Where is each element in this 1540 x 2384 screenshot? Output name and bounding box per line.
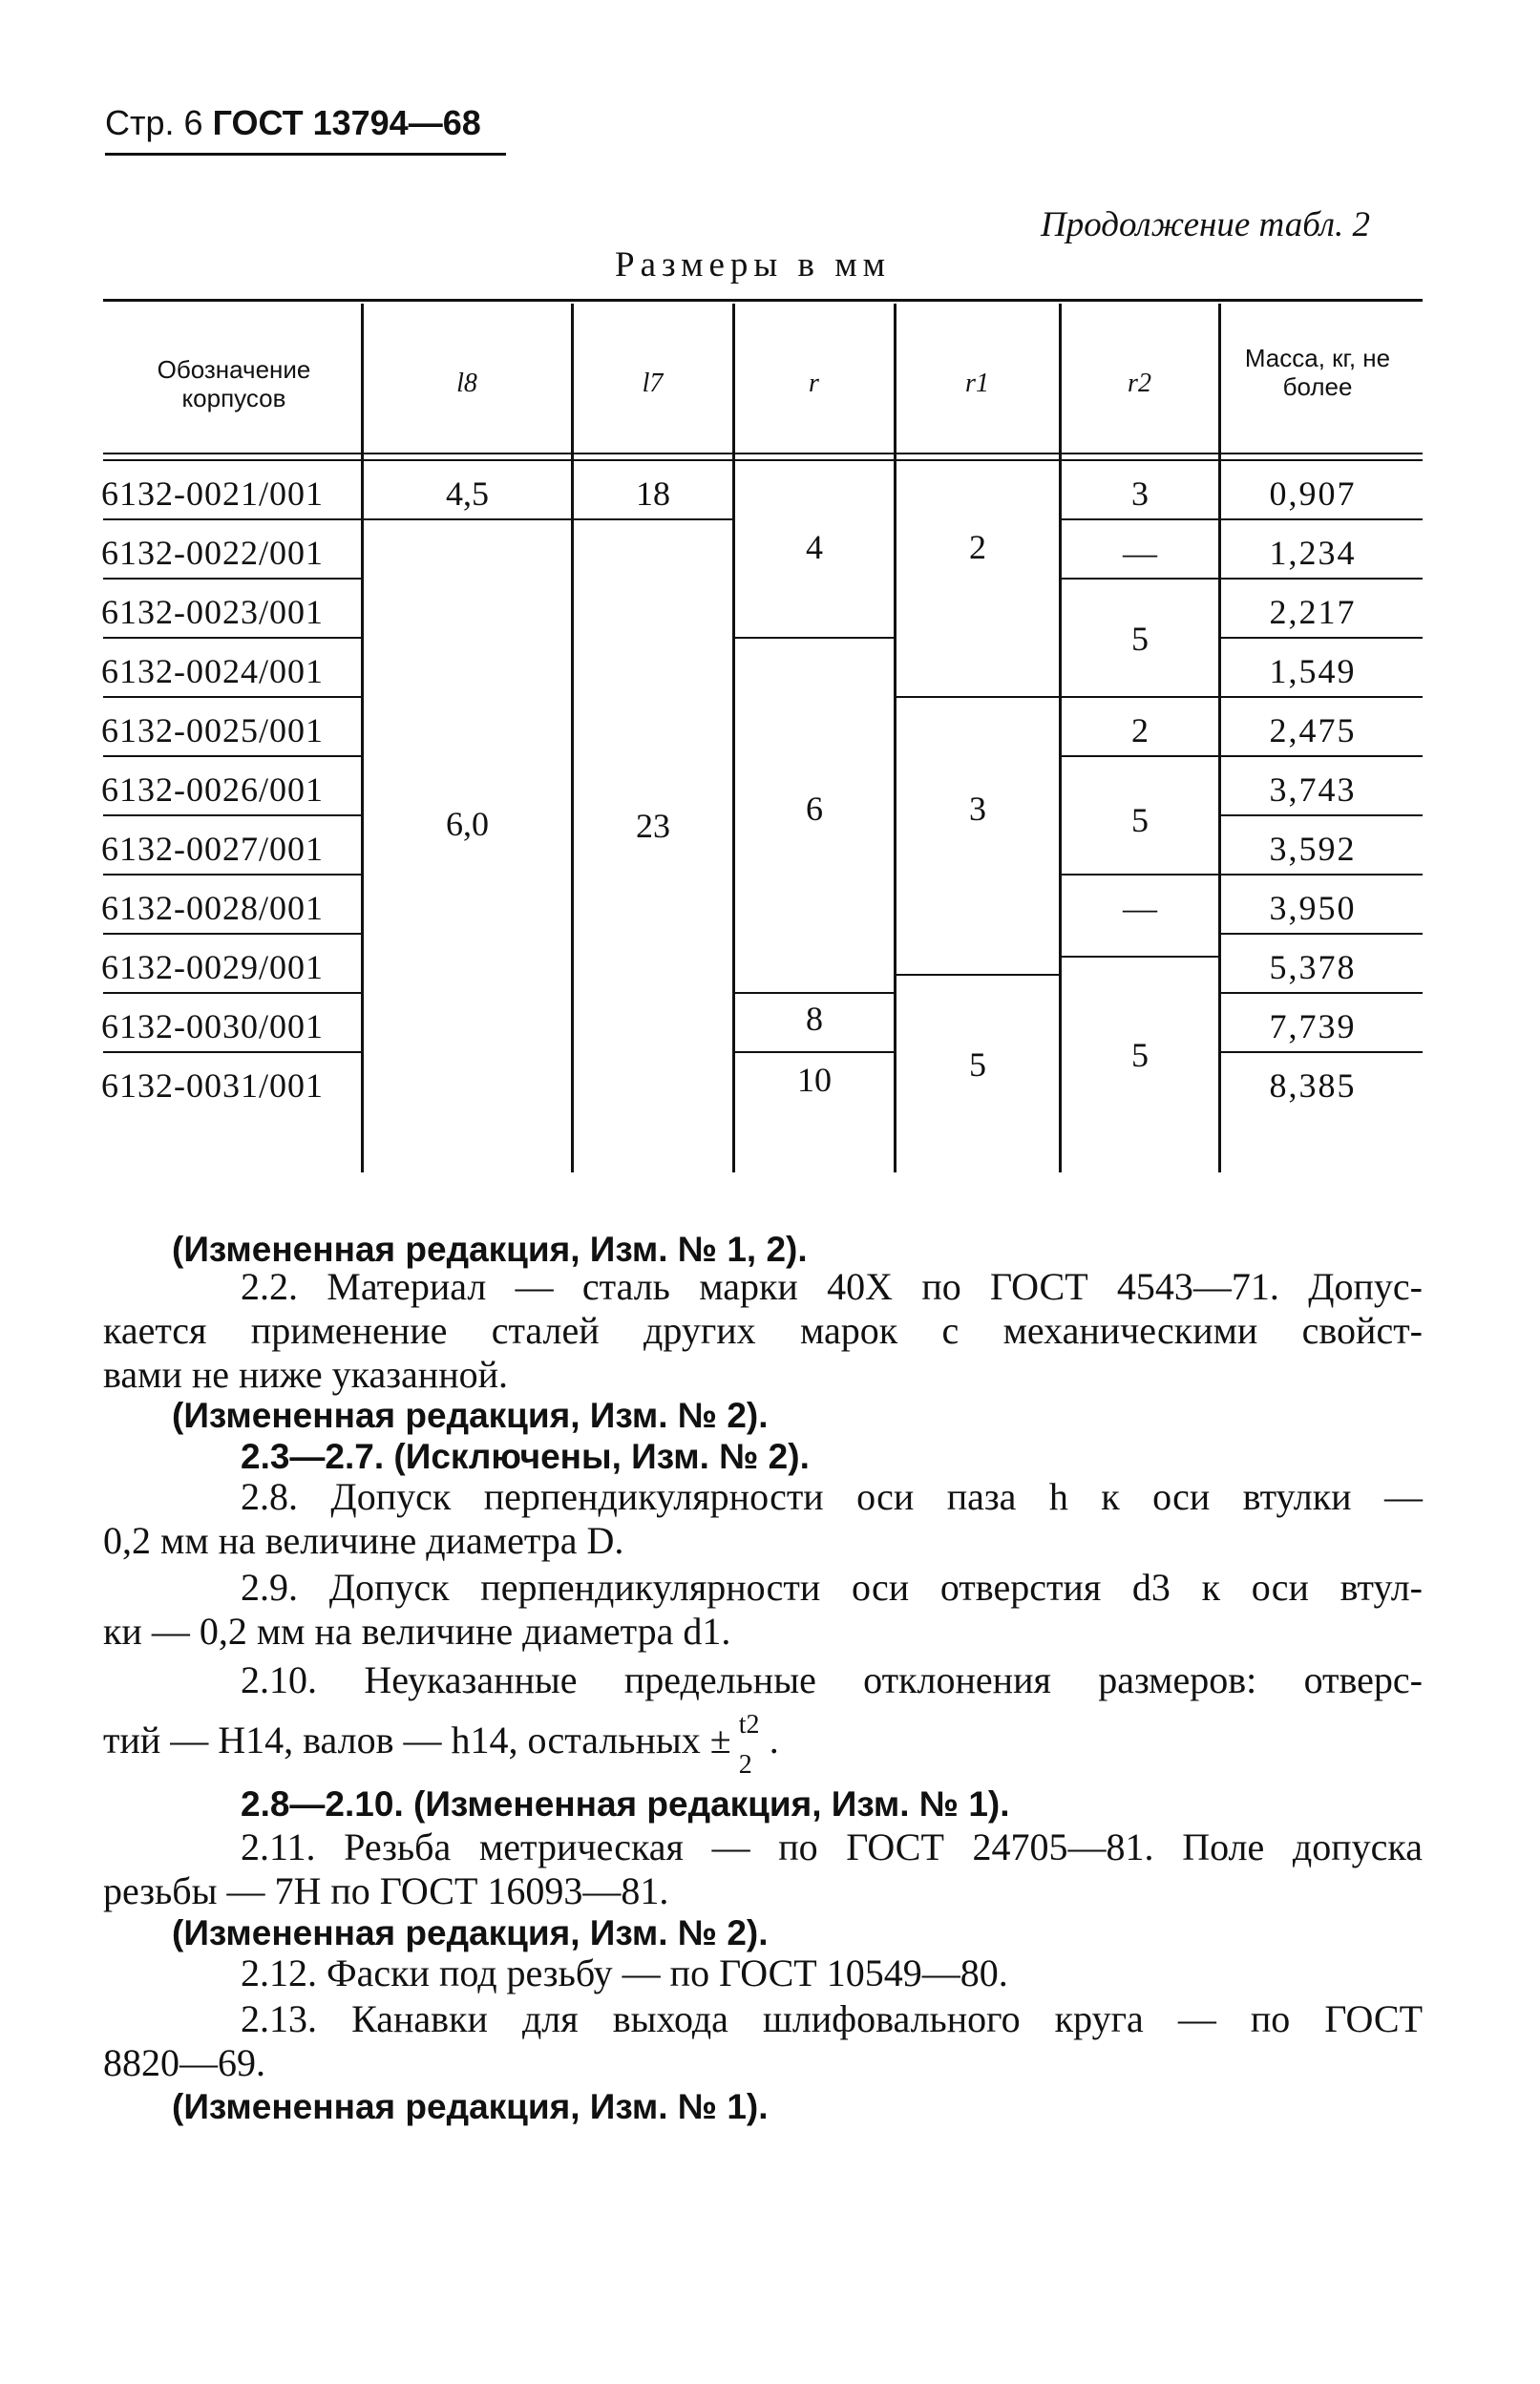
header-designation: Обозначение корпусов [157, 355, 311, 412]
table-cell-mass: 0,907 [1269, 475, 1357, 513]
table-cell-r2: 5 [1131, 620, 1149, 658]
table-cell-designation: 6132-0022/001 [101, 534, 324, 572]
col-sep [732, 304, 735, 1172]
table-cell-r2: — [1123, 534, 1157, 572]
row-rule [1218, 992, 1423, 994]
table-cell-r1: 3 [969, 790, 986, 828]
table-cell-r2: 3 [1131, 475, 1149, 513]
row-rule [103, 814, 361, 816]
row-rule [1218, 933, 1423, 935]
revision-note: (Измененная редакция, Изм. № 1). [172, 2087, 769, 2126]
row-rule [103, 578, 361, 580]
header-l7: l7 [642, 369, 664, 398]
row-rule [103, 518, 361, 520]
page-number: Стр. 6 [105, 103, 203, 142]
revision-note: (Измененная редакция, Изм. № 2). [172, 1913, 769, 1952]
clause-2-2-cont: кается применение сталей других марок с механическими свойст- [103, 1309, 1423, 1352]
revision-note: (Измененная редакция, Изм. № 1, 2). [172, 1230, 808, 1269]
table-cell-mass: 1,234 [1269, 534, 1357, 572]
table-cell-designation: 6132-0031/001 [101, 1066, 324, 1105]
row-rule [897, 974, 1059, 976]
row-rule [1218, 518, 1423, 520]
clause-2-2: 2.2. Материал — сталь марки 40Х по ГОСТ 4543—71. Допус- [241, 1265, 1423, 1308]
header-r: r [809, 369, 819, 398]
row-rule [103, 755, 361, 757]
table-cell-designation: 6132-0021/001 [101, 475, 324, 513]
row-rule [574, 518, 732, 520]
table-cell-mass: 3,592 [1269, 830, 1357, 868]
table-cell-designation: 6132-0026/001 [101, 770, 324, 809]
table-cell-mass: 2,217 [1269, 593, 1357, 631]
row-rule [1062, 755, 1218, 757]
table-cell-r: 8 [806, 1000, 823, 1038]
standard-number: ГОСТ 13794—68 [212, 103, 481, 142]
table-cell-designation: 6132-0027/001 [101, 830, 324, 868]
table-cell-designation: 6132-0028/001 [101, 889, 324, 927]
header-mass: Масса, кг, не более [1244, 344, 1391, 401]
row-rule [1218, 755, 1423, 757]
col-sep [1218, 304, 1221, 1172]
col-sep [571, 304, 574, 1172]
row-rule [1218, 874, 1423, 876]
clause-2-2-end: вами не ниже указанной. [103, 1353, 509, 1396]
table-cell-designation: 6132-0023/001 [101, 593, 324, 631]
row-rule [103, 696, 361, 698]
table-cell-r2: 5 [1131, 1036, 1149, 1074]
row-rule [1062, 874, 1218, 876]
header-r1: r1 [965, 369, 989, 398]
clause-2-13-cont: 8820—69. [103, 2041, 265, 2084]
fraction-numerator: t2 [738, 1709, 760, 1740]
revision-note: (Измененная редакция, Изм. № 2). [172, 1396, 769, 1435]
row-rule [897, 696, 1059, 698]
col-sep [361, 304, 364, 1172]
table-cell-mass: 1,549 [1269, 652, 1357, 690]
table-cell-r2: — [1123, 889, 1157, 927]
row-rule [1218, 814, 1423, 816]
row-rule [1062, 578, 1218, 580]
header-bottom-rule-2 [103, 459, 1423, 461]
table-cell-mass: 3,950 [1269, 889, 1357, 927]
table-top-rule [103, 299, 1423, 302]
table-continuation: Продолжение табл. 2 [1041, 205, 1371, 244]
row-rule [103, 637, 361, 639]
table-cell-designation: 6132-0030/001 [101, 1007, 324, 1045]
clause-2-11-cont: резьбы — 7H по ГОСТ 16093—81. [103, 1869, 669, 1912]
clause-2-9: 2.9. Допуск перпендикулярности оси отверстия d3 к оси втул- [241, 1566, 1423, 1609]
table-cell-designation: 6132-0024/001 [101, 652, 324, 690]
clause-2-9-cont: ки — 0,2 мм на величине диаметра d1. [103, 1610, 731, 1653]
table-cell-r2: 2 [1131, 711, 1149, 749]
col-sep [894, 304, 897, 1172]
row-rule [364, 518, 571, 520]
clause-2-10-cont: тий — H14, валов — h14, остальных ± t2 2 . [103, 1719, 779, 1766]
table-cell-l7: 23 [636, 807, 670, 845]
table-cell-r: 6 [806, 790, 823, 828]
table-cell-mass: 2,475 [1269, 711, 1357, 749]
table-cell-designation: 6132-0029/001 [101, 948, 324, 986]
row-rule [103, 992, 361, 994]
table-cell-r1: 2 [969, 528, 986, 566]
row-rule [735, 637, 894, 639]
table-cell-mass: 3,743 [1269, 770, 1357, 809]
header-l8: l8 [456, 369, 477, 398]
table-cell-l8: 4,5 [446, 475, 489, 513]
clause-2-3: 2.3—2.7. (Исключены, Изм. № 2). [241, 1437, 810, 1476]
table-cell-mass: 8,385 [1269, 1066, 1357, 1105]
header-r2: r2 [1128, 369, 1151, 398]
row-rule [103, 1051, 361, 1053]
clause-2-13: 2.13. Канавки для выхода шлифовального круга — по ГОСТ [241, 1997, 1423, 2040]
header-rule [105, 153, 506, 156]
row-rule [1062, 696, 1218, 698]
row-rule [735, 992, 894, 994]
row-rule [1062, 956, 1218, 958]
row-rule [1218, 637, 1423, 639]
row-rule [103, 933, 361, 935]
row-rule [735, 1051, 894, 1053]
table-cell-designation: 6132-0025/001 [101, 711, 324, 749]
row-rule [1062, 518, 1218, 520]
table-cell-l7: 18 [636, 475, 670, 513]
table-cell-r1: 5 [969, 1045, 986, 1084]
table-cell-r: 4 [806, 528, 823, 566]
table-cell-r: 10 [797, 1061, 832, 1099]
table-units: Размеры в мм [615, 245, 892, 285]
clause-2-8: 2.8. Допуск перпендикулярности оси паза h к оси втулки — [241, 1475, 1423, 1518]
page-header [105, 103, 481, 143]
clause-2-8-cont: 0,2 мм на величине диаметра D. [103, 1519, 624, 1562]
row-rule [103, 874, 361, 876]
row-rule [1218, 696, 1423, 698]
row-rule [1218, 1051, 1423, 1053]
clause-2-10: 2.10. Неуказанные предельные отклонения размеров: отверс- [241, 1658, 1423, 1701]
header-bottom-rule [103, 453, 1423, 454]
table-cell-mass: 7,739 [1269, 1007, 1357, 1045]
table-cell-l8: 6,0 [446, 805, 489, 843]
table-cell-mass: 5,378 [1269, 948, 1357, 986]
clause-2-12: 2.12. Фаски под резьбу — по ГОСТ 10549—80. [241, 1952, 1008, 1994]
fraction-denominator: 2 [738, 1749, 752, 1780]
row-rule [1218, 578, 1423, 580]
fraction [731, 1709, 770, 1780]
clause-2-10-tolerances: тий — H14, валов — h14, остальных ± [103, 1719, 731, 1762]
clause-2-8-2-10-note: 2.8—2.10. (Измененная редакция, Изм. № 1). [241, 1784, 1010, 1824]
clause-2-11: 2.11. Резьба метрическая — по ГОСТ 24705—81. Поле допуска [241, 1825, 1423, 1868]
table-cell-r2: 5 [1131, 801, 1149, 839]
